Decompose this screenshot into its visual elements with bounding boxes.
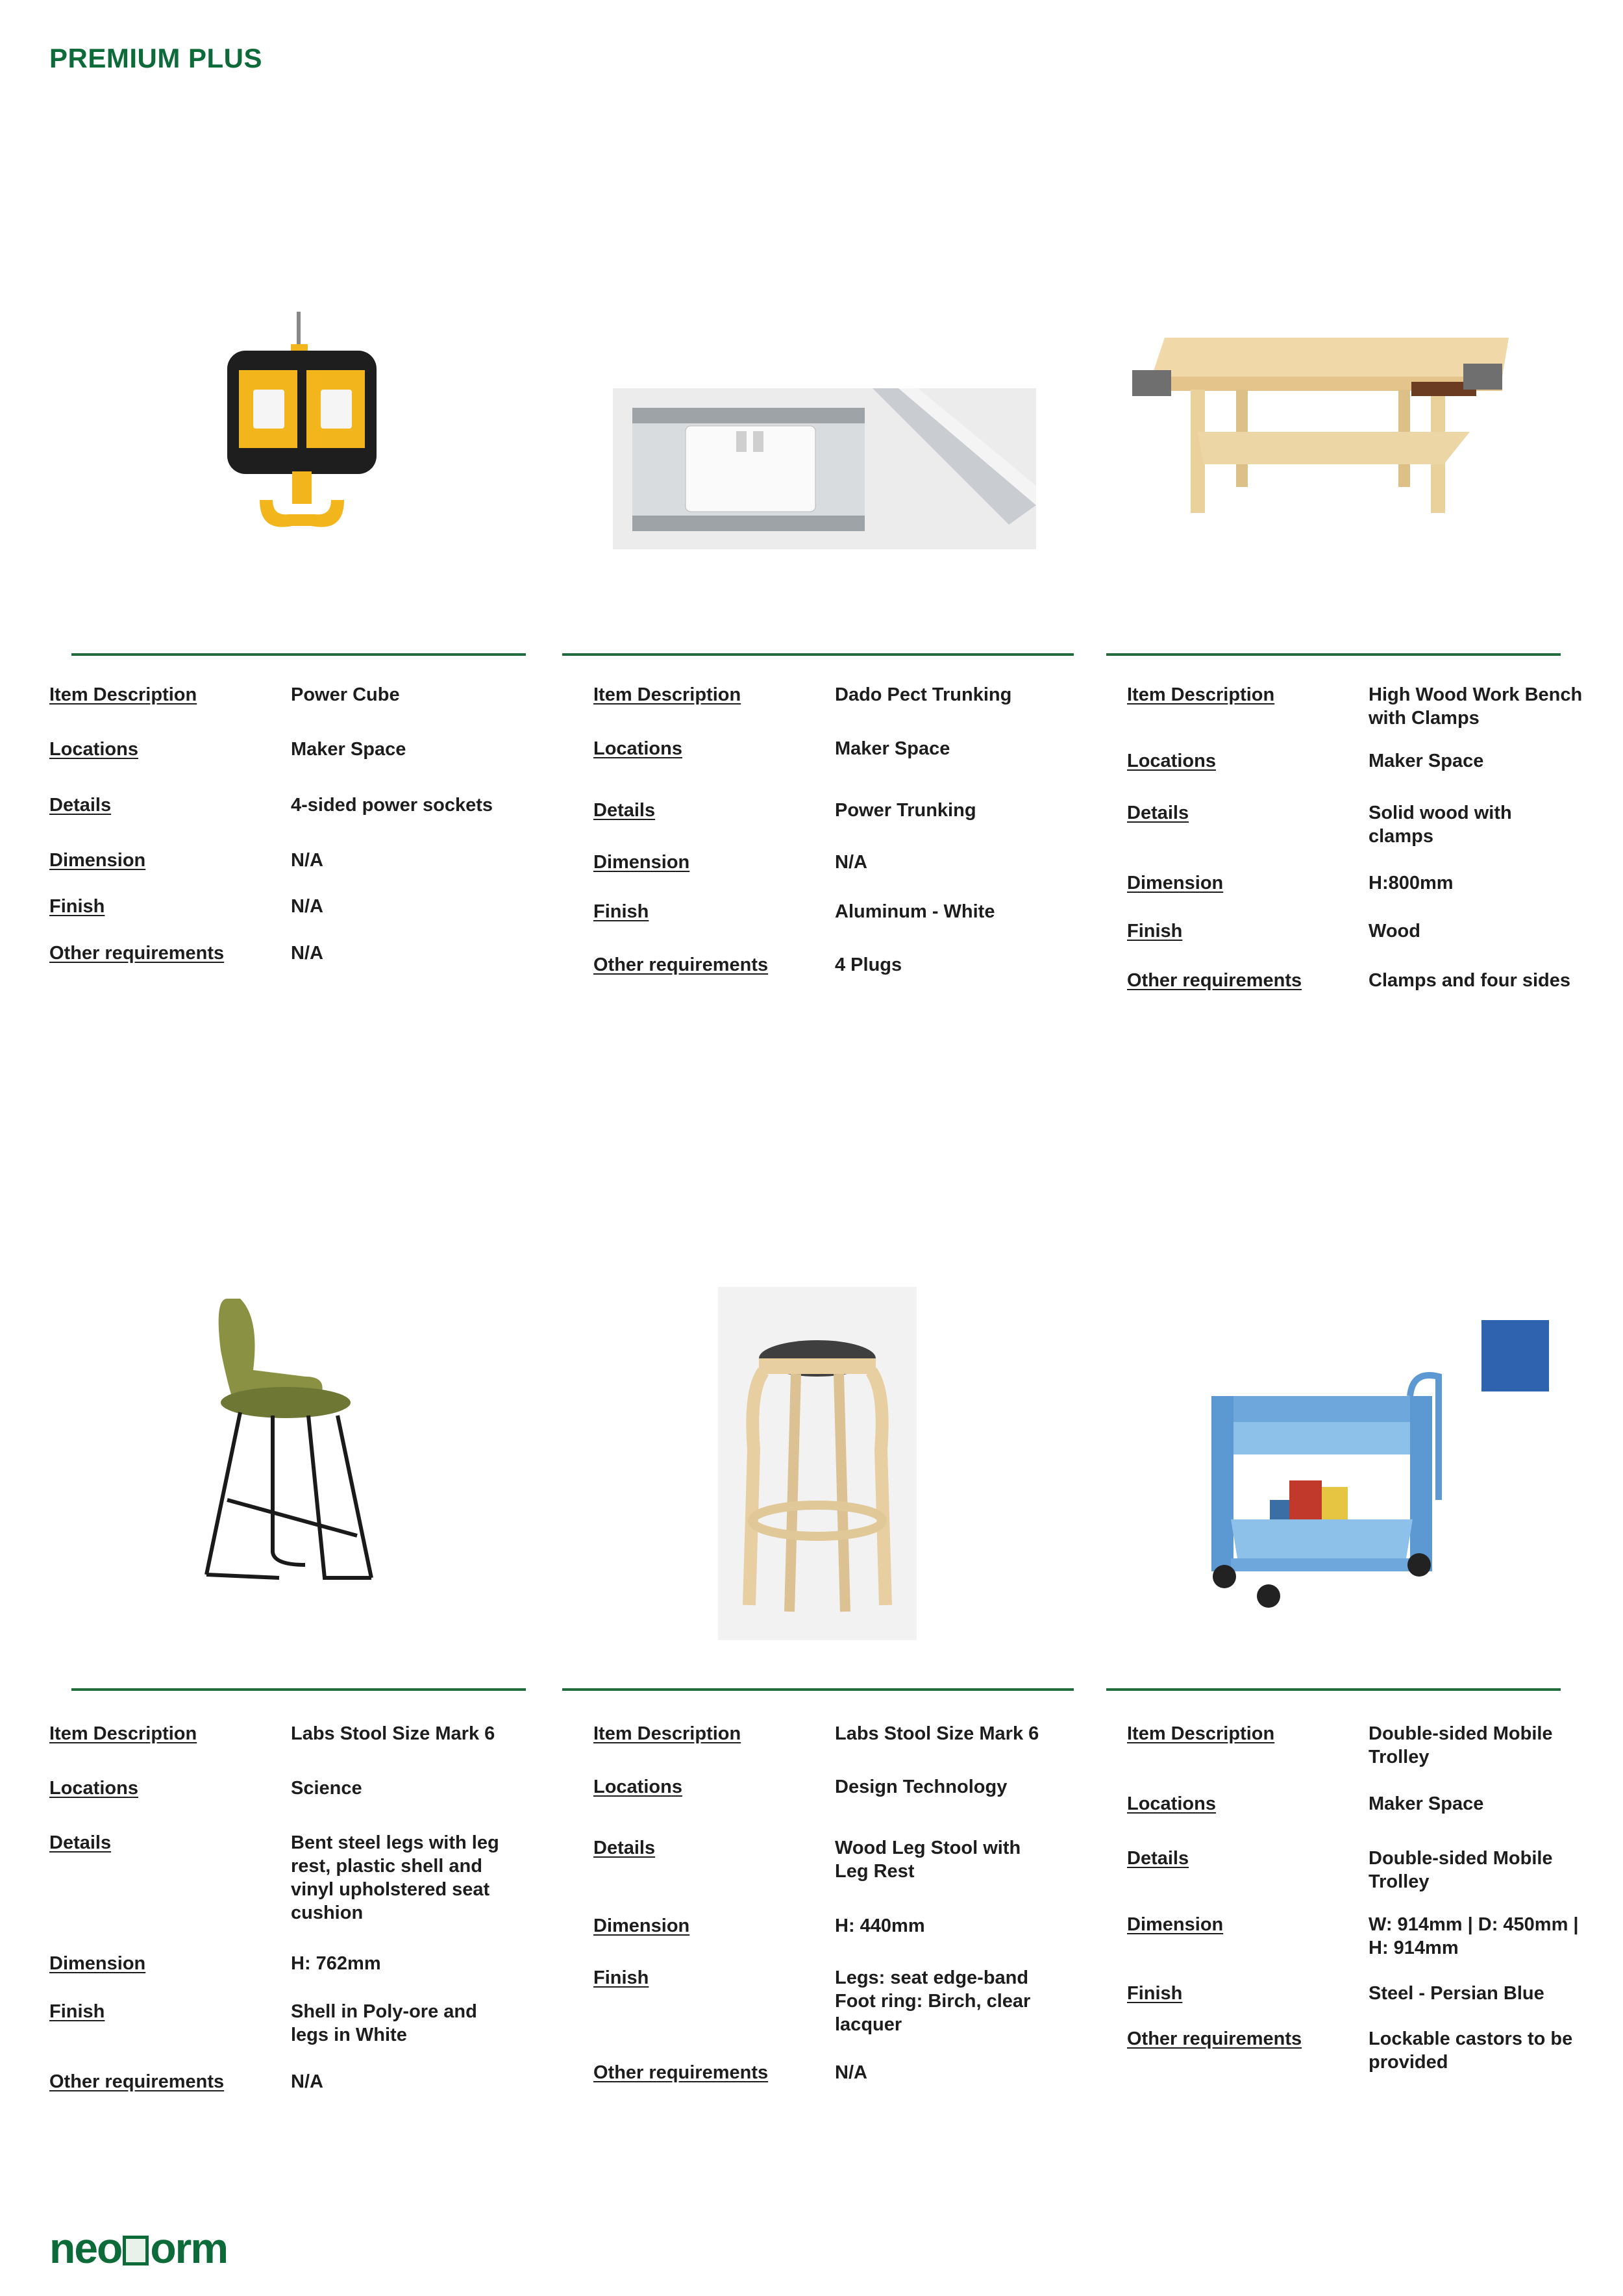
divider-rule xyxy=(562,1688,1074,1691)
other-requirements-value: N/A xyxy=(291,943,323,964)
dimension-value: H: 762mm xyxy=(291,1953,381,1974)
locations-label: Locations xyxy=(1127,751,1216,771)
item-description-label: Item Description xyxy=(49,684,197,705)
locations-value: Maker Space xyxy=(1369,751,1484,771)
locations-value: Maker Space xyxy=(291,739,406,760)
item-description-label: Item Description xyxy=(593,684,741,705)
details-value: Power Trunking xyxy=(835,800,976,821)
item-description-label: Item Description xyxy=(1127,684,1275,705)
locations-label: Locations xyxy=(49,739,138,760)
finish-value: Wood xyxy=(1369,921,1420,942)
finish-label: Finish xyxy=(1127,921,1183,942)
color-swatch xyxy=(1481,1320,1549,1391)
divider-rule xyxy=(71,1688,526,1691)
item-description-value: Labs Stool Size Mark 6 xyxy=(291,1723,495,1744)
other-requirements-label: Other requirements xyxy=(1127,2028,1302,2049)
divider-rule xyxy=(1106,1688,1561,1691)
details-value: Wood Leg Stool with Leg Rest xyxy=(835,1838,1021,1882)
dimension-value: H:800mm xyxy=(1369,873,1454,893)
other-requirements-value: Lockable castors to be provided xyxy=(1369,2028,1573,2073)
other-requirements-label: Other requirements xyxy=(49,943,225,964)
other-requirements-value: 4 Plugs xyxy=(835,955,902,975)
finish-label: Finish xyxy=(593,901,649,922)
other-requirements-value: Clamps and four sides xyxy=(1369,970,1571,991)
other-requirements-label: Other requirements xyxy=(593,955,769,975)
divider-rule xyxy=(71,653,526,656)
details-label: Details xyxy=(593,1838,656,1858)
locations-value: Science xyxy=(291,1778,362,1799)
dimension-label: Dimension xyxy=(49,850,146,871)
finish-label: Finish xyxy=(49,2001,105,2022)
dimension-label: Dimension xyxy=(1127,873,1224,893)
logo-text-right: orm xyxy=(150,2224,228,2272)
dado-trunking-image xyxy=(613,388,1036,549)
dimension-value: N/A xyxy=(835,852,867,873)
finish-value: N/A xyxy=(291,896,323,917)
item-description-label: Item Description xyxy=(1127,1723,1275,1744)
dimension-label: Dimension xyxy=(593,1915,690,1936)
page-title: PREMIUM PLUS xyxy=(49,43,263,73)
details-label: Details xyxy=(593,800,656,821)
other-requirements-value: N/A xyxy=(835,2062,867,2083)
details-value: Bent steel legs with leg rest, plastic shell and vinyl upholstered seat cushion xyxy=(291,1832,499,1923)
details-value: Solid wood with clamps xyxy=(1369,803,1512,847)
logo-f-mark xyxy=(123,2236,149,2265)
item-description-value: Double-sided Mobile Trolley xyxy=(1369,1723,1553,1767)
logo-text-left: neo xyxy=(49,2224,122,2272)
details-value: Double-sided Mobile Trolley xyxy=(1369,1848,1553,1892)
wood-stool-image xyxy=(718,1287,917,1640)
item-description-label: Item Description xyxy=(49,1723,197,1744)
item-description-value: Labs Stool Size Mark 6 xyxy=(835,1723,1039,1744)
dimension-value: N/A xyxy=(291,850,323,871)
neoform-logo xyxy=(49,2223,227,2273)
other-requirements-label: Other requirements xyxy=(1127,970,1302,991)
locations-value: Design Technology xyxy=(835,1777,1008,1797)
mobile-trolley-image xyxy=(1192,1370,1465,1617)
other-requirements-label: Other requirements xyxy=(593,2062,769,2083)
item-description-value: Dado Pect Trunking xyxy=(835,684,1012,705)
locations-value: Maker Space xyxy=(1369,1793,1484,1814)
details-label: Details xyxy=(1127,1848,1189,1869)
details-label: Details xyxy=(49,795,112,816)
item-description-label: Item Description xyxy=(593,1723,741,1744)
divider-rule xyxy=(562,653,1074,656)
details-value: 4-sided power sockets xyxy=(291,795,493,816)
finish-value: Aluminum - White xyxy=(835,901,995,922)
finish-label: Finish xyxy=(1127,1983,1183,2004)
dimension-label: Dimension xyxy=(593,852,690,873)
details-label: Details xyxy=(1127,803,1189,823)
power-cube-image xyxy=(214,305,396,545)
dimension-value: H: 440mm xyxy=(835,1915,925,1936)
finish-value: Legs: seat edge-band Foot ring: Birch, clear lacquer xyxy=(835,1967,1031,2035)
locations-label: Locations xyxy=(593,1777,682,1797)
finish-value: Steel - Persian Blue xyxy=(1369,1983,1544,2004)
finish-value: Shell in Poly-ore and legs in White xyxy=(291,2001,477,2045)
locations-label: Locations xyxy=(1127,1793,1216,1814)
item-description-value: Power Cube xyxy=(291,684,400,705)
divider-rule xyxy=(1106,653,1561,656)
dimension-label: Dimension xyxy=(49,1953,146,1974)
locations-label: Locations xyxy=(593,738,682,759)
locations-label: Locations xyxy=(49,1778,138,1799)
work-bench-image xyxy=(1126,325,1515,552)
finish-label: Finish xyxy=(593,1967,649,1988)
bar-stool-image xyxy=(201,1292,396,1597)
other-requirements-value: N/A xyxy=(291,2071,323,2092)
other-requirements-label: Other requirements xyxy=(49,2071,225,2092)
item-description-value: High Wood Work Bench with Clamps xyxy=(1369,684,1583,729)
locations-value: Maker Space xyxy=(835,738,950,759)
dimension-label: Dimension xyxy=(1127,1914,1224,1935)
finish-label: Finish xyxy=(49,896,105,917)
dimension-value: W: 914mm | D: 450mm | H: 914mm xyxy=(1369,1914,1579,1958)
details-label: Details xyxy=(49,1832,112,1853)
